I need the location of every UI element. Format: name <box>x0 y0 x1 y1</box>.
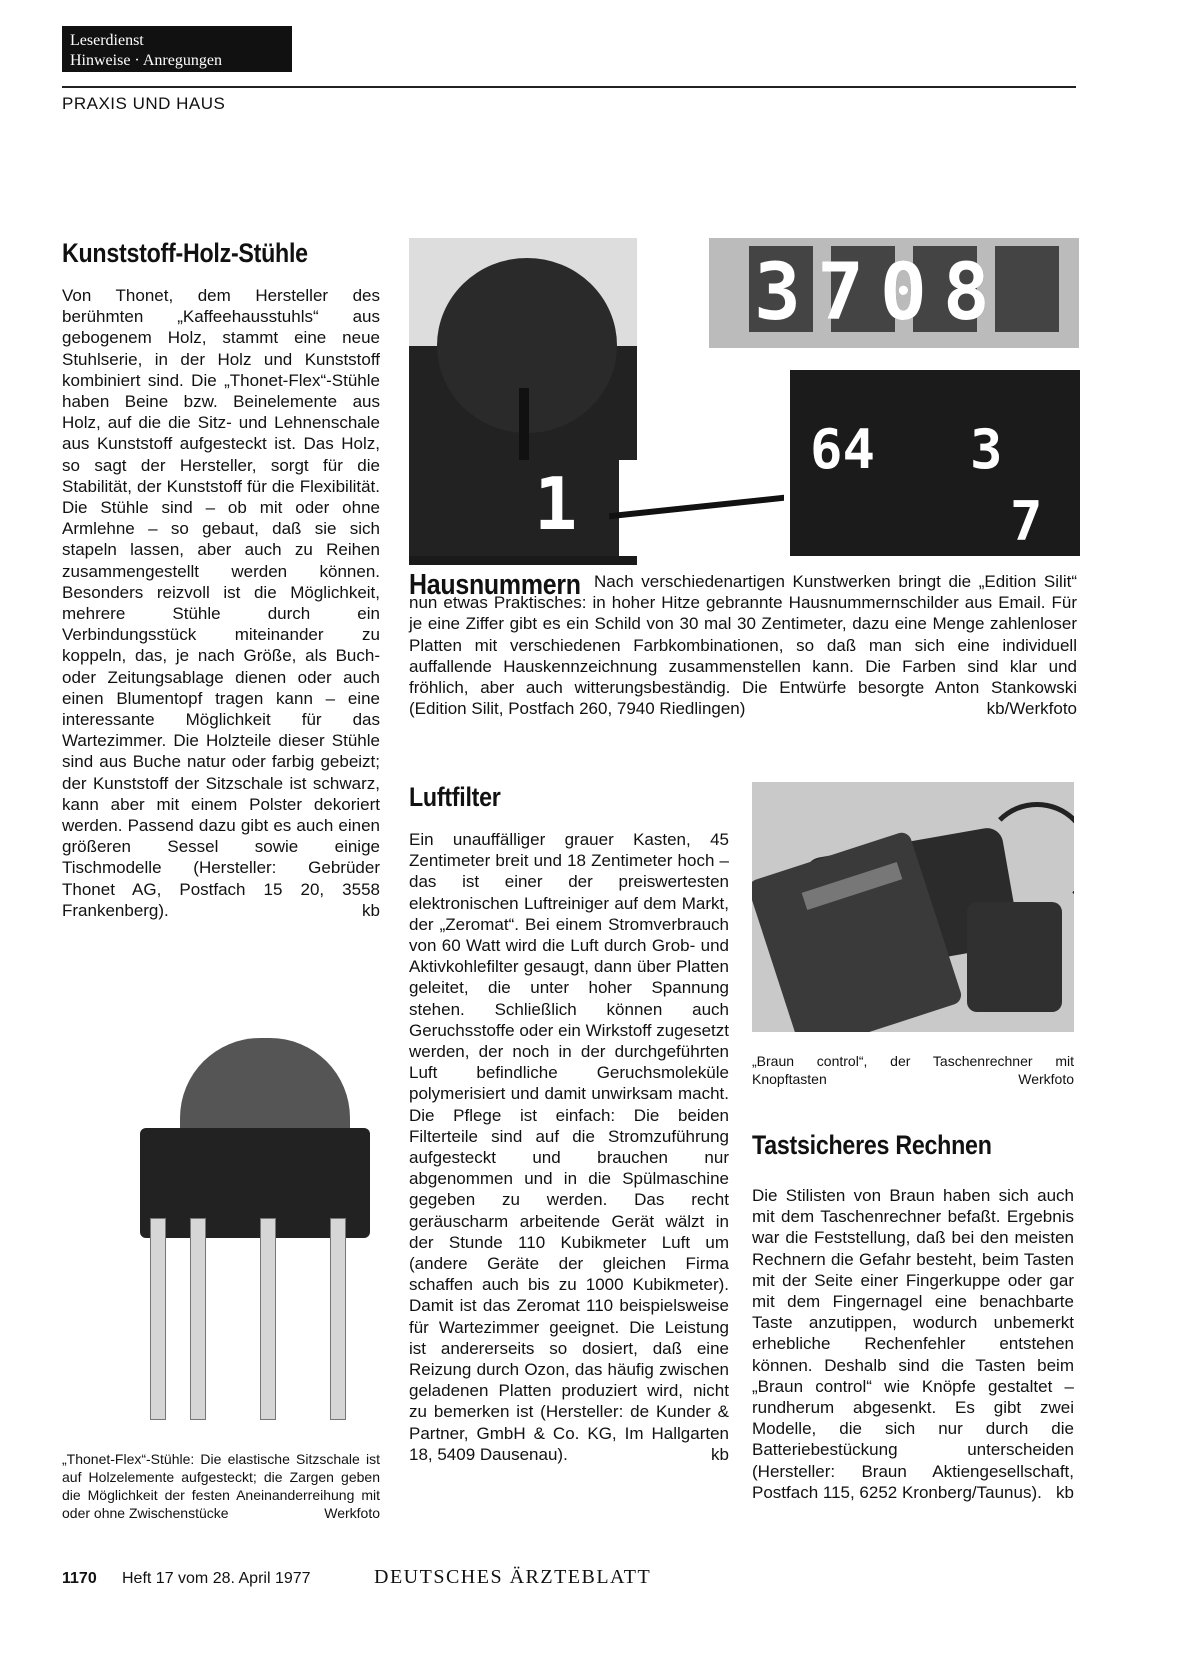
photo-chairs <box>110 1028 380 1438</box>
article-body-calculator: Die Stilisten von Braun haben sich auch mit dem Taschenrechner befaßt. Ergebnis war die Feststellung, daß bei den meisten Rechnern die Gefahr besteht, beim Tasten mit der Seite einer Fingerkuppe oder gar mit dem Fingernagel eine benachbarte Taste anzutippen, wodurch unbemerkt erhebliche Rechenfehler entstehen können. Deshalb sind die Tasten beim „Braun control“ wie Knöpfe gestaltet – rundherum abgesenkt. Es gibt zwei Modelle, die sich nur durch die Batteriebestückung unterscheiden (Hersteller: Braun Aktiengesellschaft, Postfach 115, 6252 Kronberg/Taunus). kb <box>752 1186 1074 1502</box>
section-label <box>62 26 292 72</box>
photo-calculator <box>752 782 1074 1032</box>
article-title-house-numbers: Hausnummern <box>409 569 581 601</box>
caption-calculator: „Braun control“, der Taschenrechner mit Knopftasten Werkfoto <box>752 1053 1074 1087</box>
issue-info: Heft 17 vom 28. April 1977 <box>122 1570 311 1587</box>
photo-number-plates: 64 3 7 <box>790 370 1080 556</box>
journal-name: DEUTSCHES ÄRZTEBLATT <box>374 1566 652 1588</box>
article-title-air-filter: Luftfilter <box>409 782 501 812</box>
article-title-chairs: Kunststoff-Holz-Stühle <box>62 238 308 268</box>
author-chairs: kb <box>362 900 380 920</box>
credit-chairs: Werkfoto <box>324 1505 380 1521</box>
author-air-filter: kb <box>711 1444 729 1464</box>
photo-house-number-3708 <box>709 238 1079 348</box>
article-body-air-filter: Ein unauffälliger grauer Kasten, 45 Zentimeter breit und 18 Zentimeter hoch – das ist einer der preiswertesten elektronischen Luftreiniger auf dem Markt, der „Zeromat“. Bei einem Stromverbrauch von 60 Watt wird die Luft durch Grob- und Aktivkohlefilter gesaugt, dann über Platten geleitet, die unter hoher Spannung stehen. Schließlich können auch Geruchsstoffe oder ein Wirkstoff zugesetzt werden, der noch in der durchgeführten Luft befindliche Geruchsmoleküle polymerisiert und damit unwirksam macht. Die Pflege ist einfach: Die beiden Filterteile sind auf die Stromzuführung aufgesteckt und brauchen nur abgenommen und in die Spülmaschine gegeben zu werden. Das recht geräuscharm arbeitende Gerät wälzt in der Stunde 110 Kubikmeter Luft um (andere Geräte der gleichen Firma schaffen auch bis zu 1000 Kubikmeter). Damit ist das Zeromat 110 beispielsweise für Wartezimmer geeignet. Die Leistung ist andererseits so dosiert, daß eine Reizung durch Ozon, das häufig zwischen geladenen Platten produziert wird, nicht zu bemerken ist (Hersteller: de Kunder & Partner, GmbH & Co. KG, Im Hallgarten 18, 5409 Dausenau). kb <box>409 830 729 1464</box>
article-body-chairs: Von Thonet, dem Hersteller des berühmten „Kaffeehausstuhls“ aus gebogenem Holz, stammt eine neue Stuhlserie, in der Holz und Kunststoff kombiniert sind. Die „Thonet-Flex“-Stühle haben Beine bzw. Beinelemente aus Holz, auf die die Sitz- und Lehnenschale aus Kunststoff aufgesteckt ist. Das Holz, so sagt der Hersteller, sorgt für die Stabilität, der Kunststoff für die Flexibilität. Die Stühle sind – ob mit oder ohne Armlehne – so gebaut, daß sie sich stapeln lassen, aber auch zu Reihen zusammengestellt werden können. Besonders reizvoll ist die Möglichkeit, mehrere Stühle durch ein Verbindungsstück miteinander zu koppeln, das, je nach Größe, als Buch- oder Zeitungsablage dienen oder auch einen Blumentopf tragen kann – eine interessante Möglichkeit für das Wartezimmer. Die Holzteile dieser Stühle sind aus Buche natur oder farbig gebeizt; der Kunststoff der Sitzschale ist schwarz, kann aber mit einem Polster dekoriert werden. Passend dazu gibt es auch einen größeren Sessel sowie einige Tischmodelle (Hersteller: Gebrüder Thonet AG, Postfach 15 20, 3558 Frankenberg). kb <box>62 286 380 920</box>
article-body-house-numbers: Nach verschiedenartigen Kunstwerken bringt die „Edition Silit“ nun etwas Praktisches: in hoher Hitze gebrannte Hausnummernschilder aus Email. Für je eine Ziffer gibt es ein Schild von 30 mal 30 Zentimeter, dazu eine Menge zahlenloser Platten mit verschiedenen Farbkombinationen, so daß man sich eine individuell auffallende Hauskennzeichnung zusammenstellen kann. Die Farben sind klar und fröhlich, aber auch witterungsbeständig. Die Entwürfe besorgte Anton Stankowski (Edition Silit, Postfach 260, 7940 Riedlingen) kb/Werkfoto <box>409 572 1077 719</box>
top-rule <box>62 86 1076 88</box>
credit-calculator: Werkfoto <box>1018 1071 1074 1087</box>
digits-3708: 3708 <box>754 248 1006 338</box>
label-line-1: Leserdienst <box>70 32 144 49</box>
photo-plate-1: 1 <box>409 460 789 556</box>
page-number: 1170 <box>62 1570 97 1587</box>
article-title-calculator: Tastsicheres Rechnen <box>752 1130 992 1160</box>
caption-chairs: „Thonet-Flex“-Stühle: Die elastische Sitzschale ist auf Holzelemente aufgesteckt; die Zargen geben die Möglichkeit der festen Aneinanderreihung mit oder ohne Zwischenstücke Werkfoto <box>62 1451 380 1521</box>
label-line-2: Hinweise · Anregungen <box>70 52 222 69</box>
author-calculator: kb <box>1056 1482 1074 1502</box>
section-title: PRAXIS UND HAUS <box>62 94 226 113</box>
author-house-numbers: kb/Werkfoto <box>986 699 1077 719</box>
